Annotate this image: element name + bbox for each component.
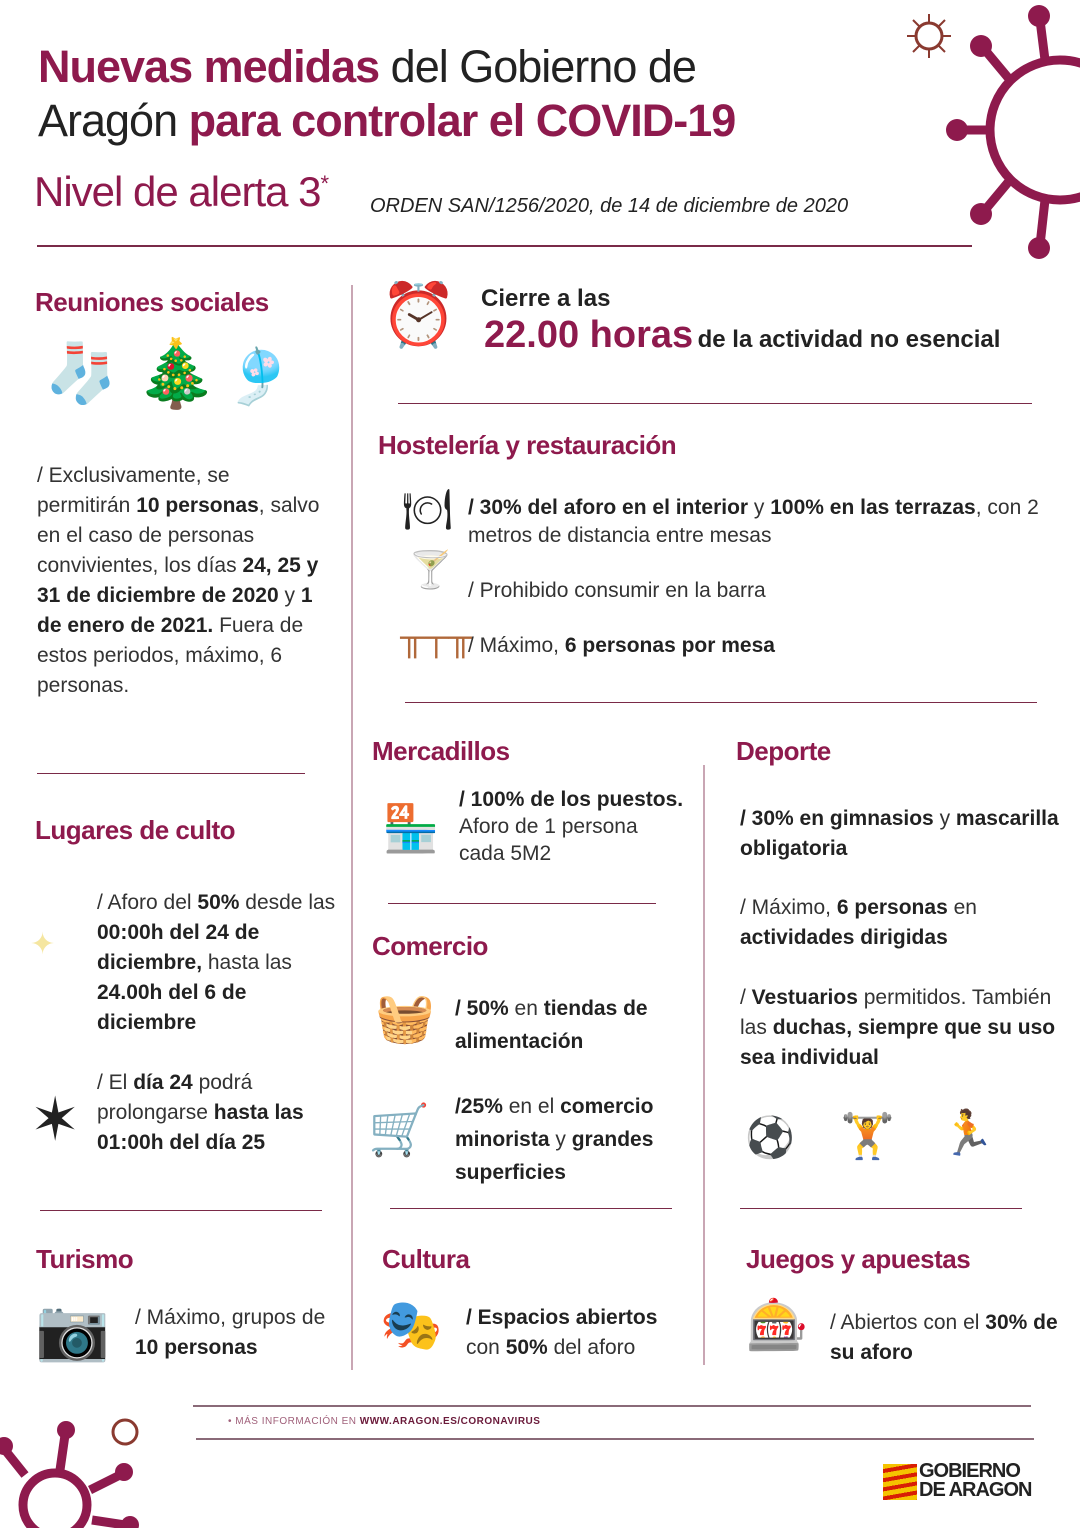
christmas-tree-icon: 🎄 (135, 336, 218, 410)
text: desde las (239, 891, 336, 914)
virus-decoration-icon (945, 0, 1080, 260)
more-info (228, 1416, 540, 1427)
text: en (947, 896, 977, 919)
bold-text: /25% (455, 1095, 503, 1118)
bold-text: 1 de enero de 2021. (37, 584, 313, 637)
aragon-flag-logo (883, 1464, 917, 1500)
bold-text: 10 personas (136, 494, 259, 517)
turismo-text (135, 1303, 345, 1363)
text: Aforo de 1 persona cada 5M2 (459, 815, 638, 865)
juegos-text (830, 1308, 1060, 1368)
section-title-comercio: Comercio (372, 931, 488, 961)
section-title-mercadillos: Mercadillos (372, 736, 510, 766)
divider (740, 1208, 1022, 1209)
camera-icon: 📷 (35, 1296, 110, 1363)
bold-text: / 100% de los puestos. (459, 788, 684, 811)
text: permitidos. También las (740, 986, 1052, 1039)
deporte-item (740, 983, 1060, 1073)
comercio-item (455, 992, 695, 1058)
food-basket-icon: 🧺 (375, 992, 435, 1045)
cocktail-icon: 🍸 (408, 549, 453, 590)
cierre-hour-text: 22.00 horas (484, 314, 694, 356)
text: / El (97, 1071, 134, 1094)
light-sparkle-icon: ✦ (30, 928, 56, 961)
cierre-rest: de la actividad no esencial (697, 326, 1001, 353)
text: del Gobierno de (379, 41, 696, 92)
bold-text: mascarilla obligatoria (740, 807, 1059, 860)
shopping-cart-icon: 🛒 (368, 1102, 431, 1158)
bold-text: / 50% (455, 997, 509, 1020)
stocking-icon: 🧦 (45, 341, 118, 406)
text: y (748, 496, 771, 519)
text: / Máximo, (740, 896, 837, 919)
section-title-reuniones: Reuniones sociales (35, 287, 269, 317)
text: / Exclusivamente, se permitirán (37, 464, 230, 517)
weightlifter-icon: 🏋 (840, 1112, 895, 1161)
deporte-item (740, 893, 1060, 953)
deporte-item (740, 804, 1060, 864)
section-title-deporte: Deporte (736, 736, 831, 766)
hosteleria-item (468, 576, 766, 606)
more-info-prefix: • MÁS INFORMACIÓN EN (228, 1416, 360, 1427)
cultura-text (466, 1303, 696, 1363)
theater-masks-icon: 🎭 (380, 1297, 443, 1353)
reuniones-text (37, 461, 327, 701)
alert-level (34, 168, 328, 216)
text: del aforo (547, 1336, 636, 1359)
bold-text: 100% en las terrazas (770, 496, 976, 519)
text: / Aforo del (97, 891, 198, 914)
divider (37, 245, 972, 247)
cierre-line1: Cierre a las (481, 285, 611, 312)
soccer-ball-icon: ⚽ (745, 1116, 795, 1160)
text: y (933, 807, 956, 830)
culto-item (97, 888, 347, 1038)
comercio-item (455, 1090, 700, 1189)
text: y (278, 584, 301, 607)
star-icon: ✶ (30, 1086, 81, 1153)
order-reference: ORDEN SAN/1256/2020, de 14 de diciembre de 2020 (370, 195, 849, 217)
text: en (508, 997, 544, 1020)
divider (193, 1405, 1031, 1407)
text: / Máximo, (468, 634, 565, 657)
asterisk: * (320, 171, 329, 196)
table-chairs-icon: ╥┬╥ (400, 618, 473, 656)
logo-line1: GOBIERNO (919, 1460, 1020, 1482)
bold-text: 6 personas (836, 896, 948, 919)
bold-text: grandes superficies (455, 1128, 654, 1184)
divider (40, 1210, 322, 1211)
bold-text: hasta las 01:00h del día 25 (97, 1101, 304, 1154)
text: Aragón (38, 95, 189, 146)
text: / Abiertos con el (830, 1311, 986, 1334)
divider (390, 1208, 672, 1209)
market-stall-icon: 🏪 (382, 802, 440, 854)
text: con (466, 1336, 506, 1359)
text: y (549, 1128, 572, 1151)
gobierno-logo-text (919, 1462, 1031, 1500)
logo-line2: DE ARAGON (919, 1479, 1032, 1501)
text: / (740, 986, 752, 1009)
virus-decoration-bottom-icon (0, 1410, 150, 1528)
bold-text: duchas, siempre que su uso sea individual (740, 1016, 1056, 1069)
divider (351, 285, 353, 1370)
bold-text: día 24 (133, 1071, 193, 1094)
bold-text: actividades dirigidas (740, 926, 948, 949)
text: , con 2 metros de distancia entre mesas (468, 496, 1039, 547)
bold-text: para controlar el COVID-19 (188, 95, 736, 146)
runner-icon: 🏃 (940, 1109, 995, 1158)
bold-text: comercio minorista (455, 1095, 654, 1151)
bold-text: Vestuarios (751, 986, 858, 1009)
alarm-clock-icon: ⏰ (380, 281, 458, 350)
divider (196, 1438, 1034, 1440)
text: en el (502, 1095, 561, 1118)
cloche-icon: 🍽 (402, 488, 453, 532)
page-title (38, 40, 735, 148)
bold-text: 10 personas (135, 1336, 258, 1359)
alert-level-text: Nivel de alerta 3 (34, 168, 321, 215)
hosteleria-item (468, 631, 775, 661)
bold-text: 30% de su aforo (830, 1311, 1058, 1364)
divider (703, 765, 705, 1365)
hosteleria-item (468, 494, 1048, 550)
bold-text: 50% (505, 1336, 548, 1359)
mercadillos-text (459, 786, 684, 867)
bold-text: 00:00h del 24 de diciembre, (97, 921, 260, 974)
text: / Máximo, grupos de (135, 1306, 326, 1329)
bold-text: 50% (197, 891, 240, 914)
cierre-hour (484, 314, 1000, 357)
bold-text: / 30% del aforo en el interior (468, 496, 749, 519)
bold-text: 24, 25 y 31 de diciembre de 2020 (37, 554, 319, 607)
text: , salvo en el caso de personas convivientes, los días (37, 494, 320, 577)
bold-text: / 30% en gimnasios (740, 807, 934, 830)
text: podrá prolongarse (97, 1071, 253, 1124)
bold-text: Nuevas medidas (38, 41, 380, 92)
section-title-cultura: Cultura (382, 1244, 470, 1274)
divider (37, 773, 305, 774)
bold-text: 6 personas por mesa (564, 634, 775, 657)
ornaments-icon: 🎐 (225, 347, 293, 407)
poker-chips-icon: 🎰 (746, 1297, 809, 1353)
bold-text: tiendas de alimentación (455, 997, 648, 1053)
bold-text: 24.00h del 6 de diciembre (97, 981, 247, 1034)
divider (388, 903, 656, 904)
section-title-culto: Lugares de culto (35, 815, 236, 845)
text: / Prohibido consumir en la barra (468, 579, 766, 602)
text: hasta las (202, 951, 292, 974)
section-title-juegos: Juegos y apuestas (746, 1244, 971, 1274)
divider (398, 403, 1032, 404)
bold-text: / Espacios abiertos (466, 1306, 658, 1329)
divider (405, 702, 1037, 703)
culto-item (97, 1068, 347, 1158)
text: Fuera de estos periodos, máximo, 6 personas. (37, 614, 304, 697)
small-virus-icon (905, 12, 953, 60)
section-title-hosteleria: Hostelería y restauración (378, 430, 677, 460)
more-info-link[interactable]: WWW.ARAGON.ES/CORONAVIRUS (359, 1416, 541, 1427)
section-title-turismo: Turismo (36, 1244, 134, 1274)
